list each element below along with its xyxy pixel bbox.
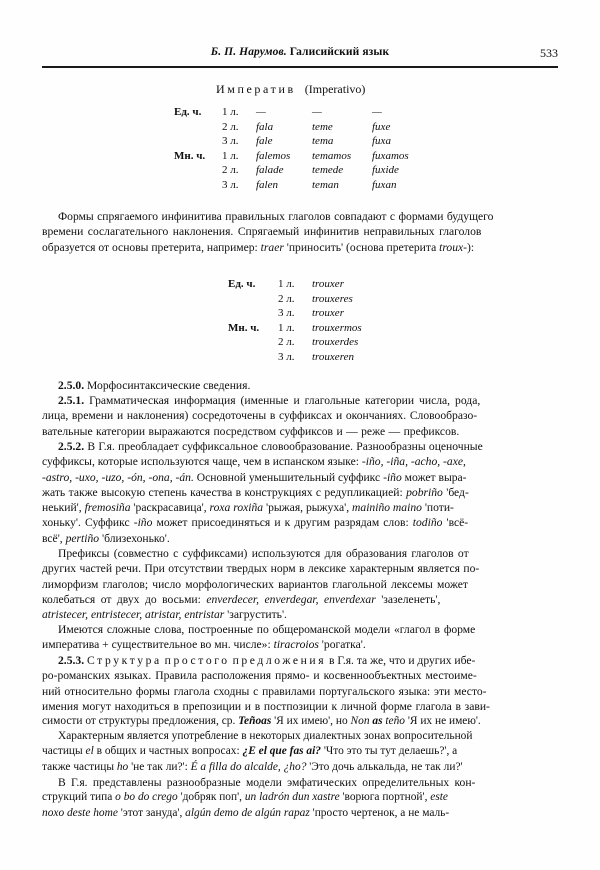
compound-paragraph <box>42 622 558 653</box>
paragraph-line: Префиксы (совместно с суффиксами) используются для образования глаголов от <box>58 547 469 560</box>
paragraph-line: жать также высокую степень качества в конструкциях с редупликацией: pobriño 'бед- <box>42 485 469 499</box>
person-label: 3 л. <box>222 178 239 191</box>
table-row <box>0 150 600 165</box>
paragraph-line <box>42 439 558 454</box>
spaced-head-word: простого <box>164 654 230 667</box>
verb-form: fuxe <box>372 120 391 133</box>
paragraph-line: неький', fremosiña 'раскрасавица', roxa roxiña 'рыжая, рыжуха', mainiño maino 'поти- <box>42 501 454 515</box>
paragraph-line: вательные категории выражаются посредством суффиксов и — реже — префиксов. <box>42 424 460 438</box>
section-2-5-1 <box>42 393 558 439</box>
verb-form: fala <box>256 120 274 133</box>
section-text: В Г.я. преобладает суффиксальное словообразование. Разнообразны оценочные <box>87 440 483 453</box>
page-number: 533 <box>540 46 558 60</box>
verb-form: — <box>312 106 322 118</box>
paragraph-line: хоньку'. Суффикс -iño может присоединяться и к другим разрядам слов: todiño 'всё- <box>42 516 469 530</box>
verb-form: — <box>256 106 266 118</box>
imperative-table <box>0 106 600 194</box>
person-label: 2 л. <box>222 120 239 133</box>
paragraph-line: Формы спрягаемого инфинитива правильных глаголов совпадают с формами будущего <box>58 210 494 223</box>
table-row <box>0 293 600 308</box>
verb-form: trouxeres <box>312 292 353 305</box>
paragraph-line: струкций типа o bo do crego 'добряк поп', un ladrón dun xastre 'ворюга портной', este <box>42 791 448 804</box>
verb-form: teme <box>312 120 333 133</box>
imperative-heading <box>216 82 365 97</box>
verb-form: — <box>372 106 382 118</box>
prefix-paragraph <box>42 546 558 622</box>
paragraph-line: суффиксы, которые используются чаще, чем в испанском языке: -iño, -iña, -acho, -axe, <box>42 455 466 469</box>
imperative-heading-es: (Imperativo) <box>304 82 366 96</box>
table-row <box>0 106 600 121</box>
section-text: в Г.я. та же, что и других ибе- <box>329 654 476 667</box>
number-label: Мн. ч. <box>228 321 260 334</box>
person-label: 1 л. <box>278 321 295 334</box>
person-label: 1 л. <box>278 278 295 290</box>
paragraph-line: имения могут находиться в препозиции и в постпозиции к личной форме глагола в зави- <box>42 699 490 713</box>
paragraph-line: лиморфизм глаголов; число морфологических вариантов глагольной лексемы может <box>42 577 468 591</box>
person-label: 2 л. <box>222 164 239 177</box>
verb-form: temede <box>312 164 344 177</box>
verb-form: fuxan <box>372 178 397 191</box>
running-head <box>42 46 558 66</box>
spaced-head-word: Структура <box>87 654 162 667</box>
paragraph-line: Характерным является употребление в некоторых диалектных зонах вопросительной <box>58 730 473 742</box>
person-label: 3 л. <box>222 135 239 148</box>
person-label: 2 л. <box>278 292 295 305</box>
paragraph-line <box>42 378 558 393</box>
table-row <box>0 164 600 179</box>
verb-form: falen <box>256 178 278 191</box>
paragraph-line: времени сослагательного наклонения. Спрягаемый инфинитив неправильных глаголов <box>42 225 482 239</box>
section-number: 2.5.3. <box>58 654 85 667</box>
paragraph-line: лица, времени и наклонения) сосредоточены в суффиксах и окончаниях. Словообразо- <box>42 409 478 423</box>
paragraph-line <box>42 653 558 668</box>
verb-form: fuxamos <box>372 149 409 162</box>
paragraph-line: atristecer, entristecer, atristar, entristar 'загрустить'. <box>42 608 287 622</box>
section-2-5-3 <box>42 653 558 729</box>
number-label: Ед. ч. <box>174 106 202 118</box>
running-head-author: Б. П. Нарумов. <box>210 46 287 58</box>
verb-form: fale <box>256 135 273 148</box>
table-row <box>0 278 600 293</box>
person-label: 3 л. <box>278 350 295 363</box>
person-label: 1 л. <box>222 149 239 162</box>
emphatic-paragraph <box>42 775 558 821</box>
verb-form: temamos <box>312 149 352 162</box>
section-2-5-0 <box>42 378 558 393</box>
verb-form: tema <box>312 135 334 148</box>
section-number: 2.5.0. <box>58 379 85 392</box>
paragraph-line: -astro, -uxo, -uzo, -ón, -ona, -án. Основной уменьшительный суффикс -iño может выра- <box>42 470 467 484</box>
verb-form: fuxide <box>372 164 399 177</box>
paragraph-line: колебаться от двух до восьми: enverdecer, enverdegar, enverdexar 'зазеленеть', <box>42 592 441 606</box>
verb-form: trouxerdes <box>312 336 359 349</box>
person-label: 2 л. <box>278 336 295 349</box>
verb-form: fuxa <box>372 135 391 148</box>
spaced-head-word: предложения <box>232 654 327 667</box>
running-head-chapter: Галисийский язык <box>289 46 390 58</box>
infinitive-table <box>0 278 600 366</box>
paragraph-line: Имеются сложные слова, построенные по общероманской модели «глагол в форме <box>58 623 476 636</box>
number-label: Ед. ч. <box>228 278 256 290</box>
verb-form: falemos <box>256 149 291 162</box>
paragraph-line: других частей речи. При отсутствии твердых норм в лексике характерным является по- <box>42 562 480 576</box>
table-row <box>0 322 600 337</box>
paragraph-line <box>42 393 558 408</box>
running-head-title <box>42 46 558 58</box>
person-label: 3 л. <box>278 307 295 320</box>
verb-form: trouxeren <box>312 350 354 363</box>
paragraph-line: частицы el в общих и частных вопросах: ¿E el que fas ai? 'Что это ты тут делаешь?', а <box>42 745 458 758</box>
imperative-heading-ru: Императив <box>216 82 296 96</box>
paragraph-line: симости от структуры предложения, ср. Teñoas 'Я их имею', но Non as teño 'Я их не имею'. <box>42 715 481 728</box>
verb-form: trouxermos <box>312 321 362 334</box>
section-text: Морфосинтаксические сведения. <box>87 379 251 392</box>
table-row <box>0 351 600 366</box>
table-row <box>0 336 600 351</box>
section-2-5-2 <box>42 439 558 546</box>
paragraph-line: также частицы ho 'не так ли?': É a filla do alcalde, ¿ho? 'Это дочь алькальда, не так ли?' <box>42 760 463 773</box>
paragraph-line: образуется от основы претерита, например: traer 'приносить' (основа претерита troux-): <box>42 240 475 254</box>
verb-form: trouxer <box>312 278 344 290</box>
table-row <box>0 179 600 194</box>
paragraph-line: всё', pertiño 'близехонько'. <box>42 531 170 545</box>
section-number: 2.5.2. <box>58 440 85 453</box>
person-label: 1 л. <box>222 106 239 118</box>
table-row <box>0 121 600 136</box>
paragraph-line: императива + существительное во мн. числе»: tiracroios 'рогатка'. <box>42 638 366 652</box>
paragraph-line: ро-романских языках. Правила расположения прямо- и косвеннообъектных местоиме- <box>42 669 477 683</box>
paragraph-line: ний относительно формы глагола сходны с правилами португальского языка: эти место- <box>42 684 487 698</box>
paragraph-line: В Г.я. представлены разнообразные модели эмфатических определительных кон- <box>58 776 476 789</box>
table-row <box>0 307 600 322</box>
section-text: Грамматическая информация (именные и глагольные категории числа, рода, <box>89 394 481 407</box>
header-rule <box>42 66 558 68</box>
section-number: 2.5.1. <box>58 394 85 407</box>
paragraph-line: noxo deste home 'этот зануда', algún demo de algún rapaz 'просто чертенок, а не маль- <box>42 806 450 819</box>
verb-form: falade <box>256 164 284 177</box>
table-row <box>0 135 600 150</box>
number-label: Мн. ч. <box>174 149 206 162</box>
verb-form: trouxer <box>312 307 344 320</box>
verb-form: teman <box>312 178 339 191</box>
infinitive-paragraph <box>42 209 558 255</box>
particles-paragraph <box>42 729 558 775</box>
